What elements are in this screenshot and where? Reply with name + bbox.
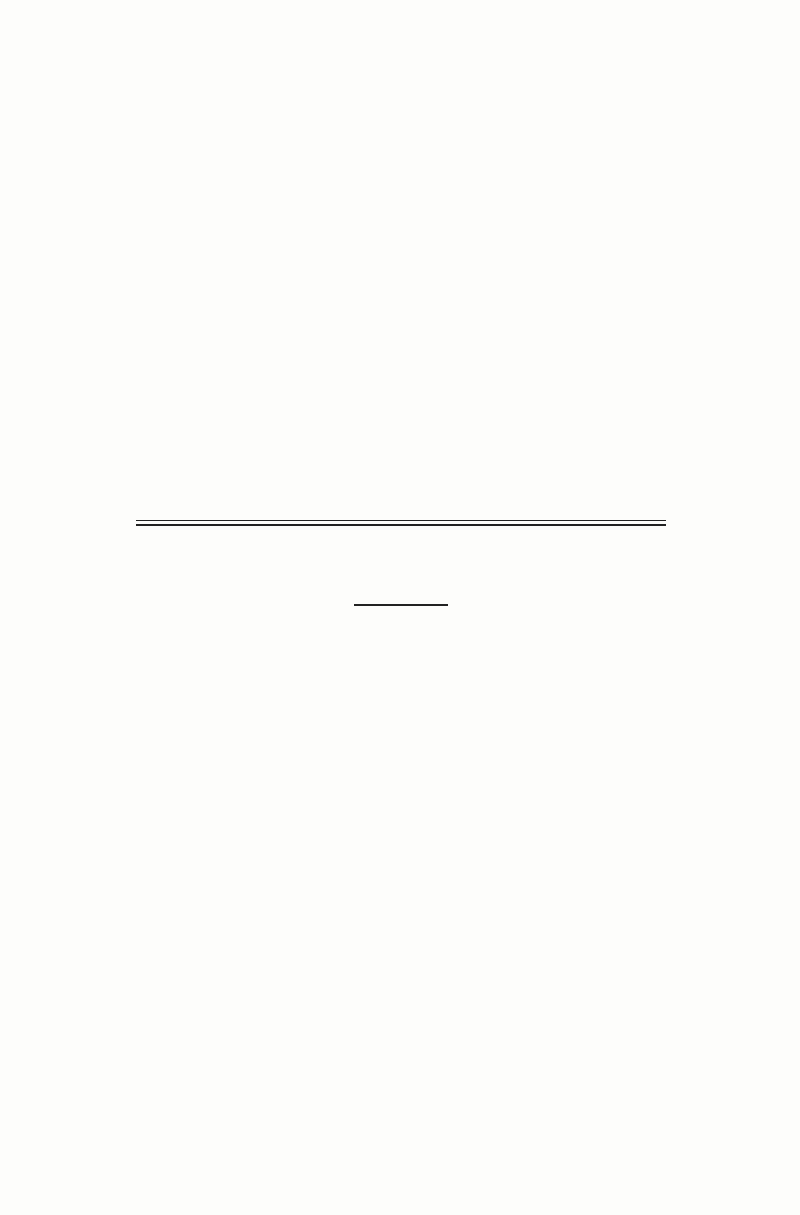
double-rule-bottom xyxy=(136,524,666,526)
title-underline xyxy=(354,604,448,606)
seance-line xyxy=(136,632,666,653)
last-line xyxy=(136,674,666,695)
double-rule-top xyxy=(136,520,666,521)
seance-line-2 xyxy=(136,653,666,674)
page-header xyxy=(136,98,666,124)
bottom-paragraph xyxy=(136,632,666,696)
